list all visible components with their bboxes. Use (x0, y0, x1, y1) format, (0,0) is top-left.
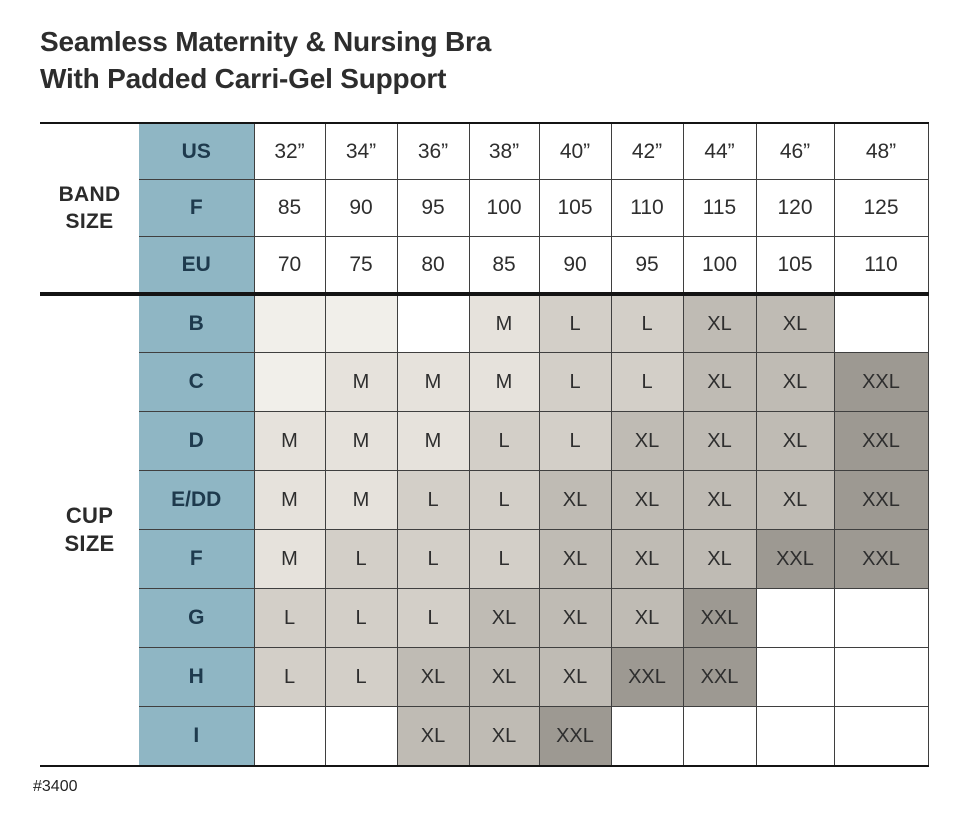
size-chart-table (40, 122, 929, 767)
cell-eu-40: 90 (539, 237, 611, 294)
cell-eu-44: 100 (683, 237, 756, 294)
cell-f-44: XL (683, 530, 756, 589)
cell-d-48: XXL (834, 412, 928, 471)
band-size-label: BAND SIZE (40, 123, 139, 294)
band-size-header-f: F (139, 180, 254, 237)
cup-size-header-i: I (139, 707, 254, 766)
band-size-row-f (40, 180, 928, 237)
cell-b-32 (254, 294, 325, 353)
cell-f-40: XL (539, 530, 611, 589)
cup-size-header-b: B (139, 294, 254, 353)
cell-h-38: XL (469, 648, 539, 707)
cell-d-32: M (254, 412, 325, 471)
cell-f-42: XL (611, 530, 683, 589)
cup-size-row-g (40, 589, 928, 648)
cell-b-40: L (539, 294, 611, 353)
size-chart-body (40, 123, 928, 766)
cell-c-36: M (397, 353, 469, 412)
cell-d-36: M (397, 412, 469, 471)
cell-f-46: XXL (756, 530, 834, 589)
cell-f-34: L (325, 530, 397, 589)
cell-c-32 (254, 353, 325, 412)
cell-b-44: XL (683, 294, 756, 353)
cell-g-44: XXL (683, 589, 756, 648)
cell-eu-32: 70 (254, 237, 325, 294)
cell-g-36: L (397, 589, 469, 648)
cell-eu-48: 110 (834, 237, 928, 294)
cell-b-34 (325, 294, 397, 353)
style-number: #3400 (33, 777, 78, 795)
cell-d-44: XL (683, 412, 756, 471)
cell-f-34: 90 (325, 180, 397, 237)
cup-size-header-d: D (139, 412, 254, 471)
cell-c-48: XXL (834, 353, 928, 412)
cell-d-40: L (539, 412, 611, 471)
cell-d-46: XL (756, 412, 834, 471)
cell-i-42 (611, 707, 683, 766)
cell-c-34: M (325, 353, 397, 412)
cell-g-32: L (254, 589, 325, 648)
cell-f-36: 95 (397, 180, 469, 237)
cell-c-42: L (611, 353, 683, 412)
cell-d-38: L (469, 412, 539, 471)
cell-b-38: M (469, 294, 539, 353)
cell-f-48: XXL (834, 530, 928, 589)
cell-d-42: XL (611, 412, 683, 471)
cell-f-32: M (254, 530, 325, 589)
cell-edd-38: L (469, 471, 539, 530)
cup-size-row-edd (40, 471, 928, 530)
cell-h-44: XXL (683, 648, 756, 707)
cup-size-row-b (40, 294, 928, 353)
cell-us-38: 38” (469, 123, 539, 180)
cell-eu-34: 75 (325, 237, 397, 294)
cell-us-34: 34” (325, 123, 397, 180)
cell-i-44 (683, 707, 756, 766)
cell-h-34: L (325, 648, 397, 707)
cell-g-38: XL (469, 589, 539, 648)
cell-edd-34: M (325, 471, 397, 530)
cell-c-44: XL (683, 353, 756, 412)
cell-f-32: 85 (254, 180, 325, 237)
cup-size-header-edd: E/DD (139, 471, 254, 530)
band-size-header-us: US (139, 123, 254, 180)
cup-size-header-h: H (139, 648, 254, 707)
cell-f-40: 105 (539, 180, 611, 237)
cell-g-34: L (325, 589, 397, 648)
cup-size-label: CUP SIZE (40, 294, 139, 766)
cell-f-44: 115 (683, 180, 756, 237)
cup-size-row-f (40, 530, 928, 589)
band-size-row-us (40, 123, 928, 180)
cell-f-38: L (469, 530, 539, 589)
page-title-line1: Seamless Maternity & Nursing Bra (40, 26, 492, 57)
cell-us-48: 48” (834, 123, 928, 180)
cell-i-32 (254, 707, 325, 766)
cell-h-46 (756, 648, 834, 707)
cell-i-40: XXL (539, 707, 611, 766)
cell-edd-36: L (397, 471, 469, 530)
cup-size-row-c (40, 353, 928, 412)
cup-size-row-i (40, 707, 928, 766)
cell-g-42: XL (611, 589, 683, 648)
cell-h-36: XL (397, 648, 469, 707)
cell-us-42: 42” (611, 123, 683, 180)
cup-size-row-d (40, 412, 928, 471)
cell-edd-42: XL (611, 471, 683, 530)
cell-f-42: 110 (611, 180, 683, 237)
cell-h-40: XL (539, 648, 611, 707)
cell-f-38: 100 (469, 180, 539, 237)
cup-size-header-c: C (139, 353, 254, 412)
cell-eu-38: 85 (469, 237, 539, 294)
page-title-line2: With Padded Carri-Gel Support (40, 62, 447, 94)
cell-g-46 (756, 589, 834, 648)
cell-h-48 (834, 648, 928, 707)
cell-b-36 (397, 294, 469, 353)
cell-us-46: 46” (756, 123, 834, 180)
page-title (40, 24, 970, 98)
cell-i-34 (325, 707, 397, 766)
cell-edd-40: XL (539, 471, 611, 530)
cell-c-46: XL (756, 353, 834, 412)
cell-h-42: XXL (611, 648, 683, 707)
cell-i-48 (834, 707, 928, 766)
cell-b-42: L (611, 294, 683, 353)
cell-us-40: 40” (539, 123, 611, 180)
cell-us-44: 44” (683, 123, 756, 180)
cell-g-40: XL (539, 589, 611, 648)
cup-size-header-f: F (139, 530, 254, 589)
cell-edd-32: M (254, 471, 325, 530)
cell-eu-46: 105 (756, 237, 834, 294)
cell-edd-44: XL (683, 471, 756, 530)
cell-f-48: 125 (834, 180, 928, 237)
cell-g-48 (834, 589, 928, 648)
cell-h-32: L (254, 648, 325, 707)
cell-eu-36: 80 (397, 237, 469, 294)
cell-i-38: XL (469, 707, 539, 766)
cell-b-48 (834, 294, 928, 353)
cell-edd-48: XXL (834, 471, 928, 530)
cell-d-34: M (325, 412, 397, 471)
cell-f-36: L (397, 530, 469, 589)
cell-us-36: 36” (397, 123, 469, 180)
cell-us-32: 32” (254, 123, 325, 180)
cell-f-46: 120 (756, 180, 834, 237)
cup-size-header-g: G (139, 589, 254, 648)
cell-c-38: M (469, 353, 539, 412)
cell-edd-46: XL (756, 471, 834, 530)
cell-c-40: L (539, 353, 611, 412)
cell-i-36: XL (397, 707, 469, 766)
cup-size-row-h (40, 648, 928, 707)
cell-eu-42: 95 (611, 237, 683, 294)
cell-b-46: XL (756, 294, 834, 353)
cell-i-46 (756, 707, 834, 766)
band-size-header-eu: EU (139, 237, 254, 294)
band-size-row-eu (40, 237, 928, 294)
